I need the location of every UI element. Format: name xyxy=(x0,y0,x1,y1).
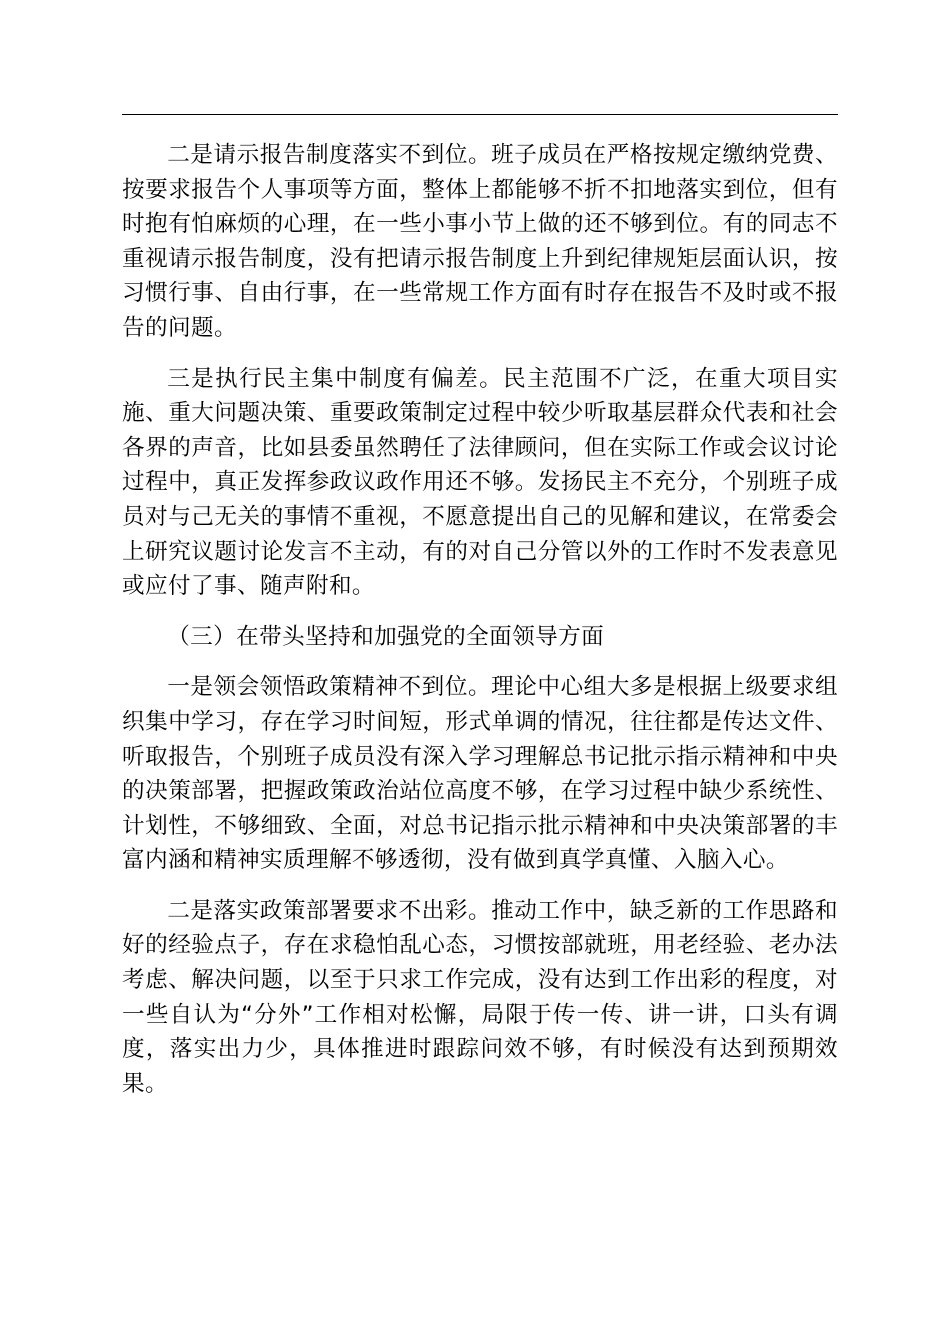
section-heading: （三）在带头坚持和加强党的全面领导方面 xyxy=(167,623,605,650)
paragraph-policy-implementation: 二是落实政策部署要求不出彩。推动工作中，缺乏新的工作思路和好的经验点子，存在求稳怕乱心态，习惯按部就班，用老经验、老办法考虑、解决问题，以至于只求工作完成，没有达到工作出彩的程度，对一些自认为“分外”工作相对松懈，局限于传一传、讲一讲，口头有调度，落实出力少，具体推进时跟踪问效不够，有时候没有达到预期效果。 xyxy=(122,897,838,1097)
paragraph-policy-understanding: 一是领会领悟政策精神不到位。理论中心组大多是根据上级要求组织集中学习，存在学习时间短，形式单调的情况，往往都是传达文件、听取报告，个别班子成员没有深入学习理解总书记批示指示精神和中央的决策部署，把握政策政治站位高度不够，在学习过程中缺少系统性、计划性，不够细致、全面，对总书记指示批示精神和中央决策部署的丰富内涵和精神实质理解不够透彻，没有做到真学真懂、入脑入心。 xyxy=(122,674,838,874)
document-body xyxy=(122,138,838,1117)
paragraph-democratic-centralism: 三是执行民主集中制度有偏差。民主范围不广泛，在重大项目实施、重大问题决策、重要政策制定过程中较少听取基层群众代表和社会各界的声音，比如县委虽然聘任了法律顾问，但在实际工作或会议讨论过程中，真正发挥参政议政作用还不够。发扬民主不充分，个别班子成员对与己无关的事情不重视，不愿意提出自己的见解和建议，在常委会上研究议题讨论发言不主动，有的对自己分管以外的工作时不发表意见或应付了事、随声附和。 xyxy=(122,365,838,600)
header-rule xyxy=(122,114,838,115)
paragraph-reporting-system: 二是请示报告制度落实不到位。班子成员在严格按规定缴纳党费、按要求报告个人事项等方面，整体上都能够不折不扣地落实到位，但有时抱有怕麻烦的心理，在一些小事小节上做的还不够到位。有的同志不重视请示报告制度，没有把请示报告制度上升到纪律规矩层面认识，按习惯行事、自由行事，在一些常规工作方面有时存在报告不及时或不报告的问题。 xyxy=(122,142,838,341)
